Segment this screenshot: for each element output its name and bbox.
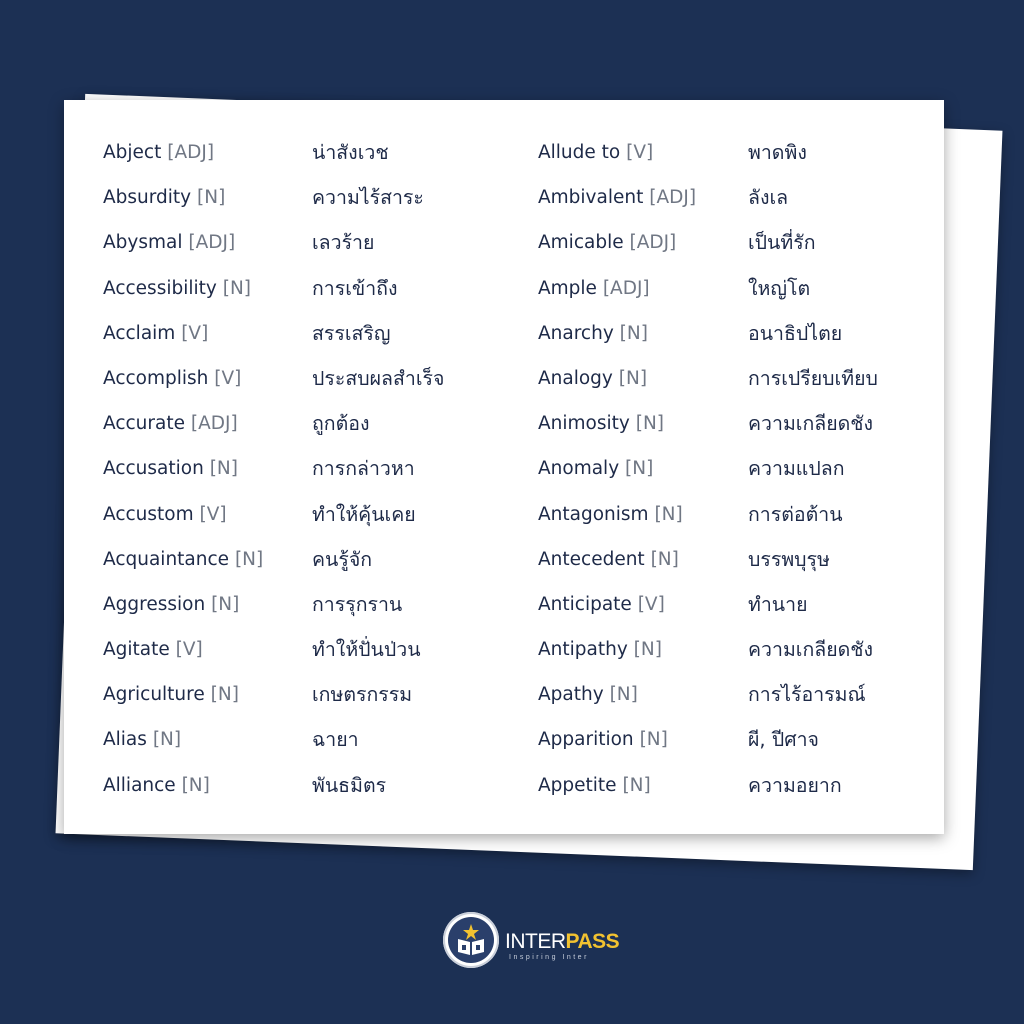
part-of-speech-tag: [N] (181, 774, 210, 796)
part-of-speech-tag: [N] (618, 367, 648, 389)
part-of-speech-tag: [N] (222, 277, 252, 299)
part-of-speech-tag: [N] (234, 548, 264, 570)
vocab-entry (103, 183, 263, 228)
thai-translation: การเปรียบเทียบ (748, 366, 878, 390)
part-of-speech-tag: [ADJ] (602, 277, 650, 299)
vocab-word: Aggression (103, 593, 206, 615)
part-of-speech-tag: [N] (197, 187, 226, 209)
vocab-entry (538, 635, 696, 680)
thai-translation: อนาธิปไตย (748, 321, 843, 345)
part-of-speech-tag: [N] (639, 729, 668, 751)
part-of-speech-tag: [N] (210, 684, 239, 706)
thai-translation: การเข้าถึง (312, 276, 398, 300)
vocab-entry (103, 500, 263, 545)
thai-translation: การรุกราน (312, 592, 403, 616)
part-of-speech-tag: [ADJ] (629, 232, 677, 254)
vocab-entry (538, 454, 696, 499)
vocab-word: Abysmal (103, 232, 183, 254)
vocab-word: Analogy (538, 367, 613, 389)
part-of-speech-tag: [V] (199, 503, 227, 525)
vocab-word: Acquaintance (103, 548, 230, 570)
part-of-speech-tag: [N] (633, 639, 662, 661)
vocab-entry (103, 590, 263, 635)
thai-translation: บรรพบุรุษ (748, 547, 830, 571)
thai-translation: ทำนาย (748, 592, 808, 616)
thai-translation: ลังเล (748, 186, 789, 210)
logo-tagline: Inspiring Inter (509, 954, 589, 961)
vocab-word: Antipathy (538, 639, 628, 661)
vocab-entry (103, 319, 263, 364)
vocab-word: Absurdity (103, 187, 192, 209)
vocab-entry (538, 545, 696, 590)
part-of-speech-tag: [V] (175, 639, 203, 661)
part-of-speech-tag: [N] (635, 413, 665, 435)
thai-translation: น่าสังเวช (312, 141, 389, 164)
logo-wordmark (505, 930, 619, 954)
vocab-entry (103, 364, 263, 409)
logo-wordmark-inter: INTER (505, 930, 566, 953)
vocab-word: Agriculture (103, 684, 205, 706)
left-english-column (103, 138, 263, 816)
vocab-word: Appetite (538, 774, 617, 796)
thai-translation: ความแปลก (748, 457, 845, 481)
vocab-word: Ambivalent (538, 187, 644, 209)
thai-translation: การไร้อารมณ์ (748, 683, 866, 707)
vocab-word: Acclaim (103, 322, 176, 344)
vocab-entry (103, 725, 263, 770)
thai-translation: การกล่าวหา (312, 457, 415, 481)
thai-translation: ความไร้สาระ (312, 186, 424, 210)
interpass-logo (443, 912, 620, 974)
vocab-entry (538, 680, 696, 725)
vocab-word: Ample (538, 277, 597, 299)
vocab-entry (103, 454, 263, 499)
right-english-column (538, 138, 696, 816)
vocab-word: Accessibility (103, 277, 217, 299)
vocab-word: Apparition (538, 729, 634, 751)
vocab-word: Anomaly (538, 458, 620, 480)
vocab-entry (538, 138, 696, 183)
vocab-word: Accusation (103, 458, 204, 480)
part-of-speech-tag: [V] (637, 593, 665, 615)
vocab-entry (538, 500, 696, 545)
left-thai-column (312, 138, 444, 816)
thai-translation: ความเกลียดชัง (748, 412, 874, 436)
part-of-speech-tag: [N] (609, 684, 638, 706)
thai-translation: คนรู้จัก (312, 547, 373, 571)
thai-translation: พาดพิง (748, 141, 807, 164)
vocab-word: Alliance (103, 774, 176, 796)
vocab-entry (538, 364, 696, 409)
part-of-speech-tag: [N] (619, 322, 648, 344)
thai-translation: ฉายา (312, 728, 359, 752)
part-of-speech-tag: [ADJ] (649, 187, 697, 209)
part-of-speech-tag: [N] (654, 503, 683, 525)
vocab-word: Anarchy (538, 322, 614, 344)
vocab-entry (103, 680, 263, 725)
open-book-star-icon (448, 917, 494, 963)
right-thai-column (748, 138, 878, 816)
thai-translation: ผี, ปีศาจ (748, 728, 819, 752)
vocab-entry (538, 228, 696, 273)
vocab-word: Anticipate (538, 593, 632, 615)
vocab-word: Antagonism (538, 503, 649, 525)
part-of-speech-tag: [ADJ] (167, 142, 215, 163)
part-of-speech-tag: [ADJ] (188, 232, 236, 254)
logo-wordmark-pass: PASS (565, 930, 620, 953)
part-of-speech-tag: [N] (650, 548, 679, 570)
vocab-word: Accustom (103, 503, 194, 525)
vocab-word: Abject (103, 142, 162, 163)
vocab-entry (538, 319, 696, 364)
thai-translation: เลวร้าย (312, 231, 375, 255)
vocab-entry (538, 409, 696, 454)
vocab-word: Allude to (538, 142, 621, 163)
part-of-speech-tag: [N] (622, 774, 651, 796)
thai-translation: ทำให้ปั่นป่วน (312, 638, 421, 662)
vocab-word: Alias (103, 729, 147, 751)
part-of-speech-tag: [N] (211, 593, 240, 615)
vocab-entry (538, 725, 696, 770)
part-of-speech-tag: [V] (181, 322, 209, 344)
thai-translation: ใหญ่โต (748, 276, 811, 300)
vocab-entry (103, 545, 263, 590)
vocab-entry (103, 409, 263, 454)
part-of-speech-tag: [ADJ] (190, 413, 238, 435)
vocab-entry (103, 138, 263, 183)
vocab-entry (538, 183, 696, 228)
vocab-word: Accomplish (103, 367, 209, 389)
vocab-entry (538, 771, 696, 816)
vocab-word: Antecedent (538, 548, 645, 570)
thai-translation: ความเกลียดชัง (748, 638, 874, 662)
thai-translation: พันธมิตร (312, 773, 387, 797)
vocab-entry (103, 228, 263, 273)
thai-translation: ถูกต้อง (312, 412, 370, 436)
part-of-speech-tag: [N] (152, 729, 182, 751)
part-of-speech-tag: [V] (214, 367, 242, 389)
vocab-word: Accurate (103, 413, 185, 435)
thai-translation: ความอยาก (748, 773, 842, 797)
vocab-word: Apathy (538, 684, 604, 706)
vocab-word: Agitate (103, 639, 170, 661)
thai-translation: สรรเสริญ (312, 321, 391, 345)
thai-translation: เป็นที่รัก (748, 231, 816, 255)
vocab-word: Animosity (538, 413, 630, 435)
vocab-entry (103, 274, 263, 319)
vocab-word: Amicable (538, 232, 624, 254)
part-of-speech-tag: [V] (626, 142, 654, 163)
thai-translation: การต่อต้าน (748, 502, 843, 526)
vocab-entry (103, 635, 263, 680)
thai-translation: ทำให้คุ้นเคย (312, 502, 416, 526)
vocab-entry (538, 274, 696, 319)
thai-translation: เกษตรกรรม (312, 683, 413, 707)
thai-translation: ประสบผลสำเร็จ (312, 366, 445, 390)
part-of-speech-tag: [N] (625, 458, 654, 480)
vocab-entry (103, 771, 263, 816)
logo-badge (443, 912, 499, 968)
part-of-speech-tag: [N] (209, 458, 238, 480)
vocab-entry (538, 590, 696, 635)
